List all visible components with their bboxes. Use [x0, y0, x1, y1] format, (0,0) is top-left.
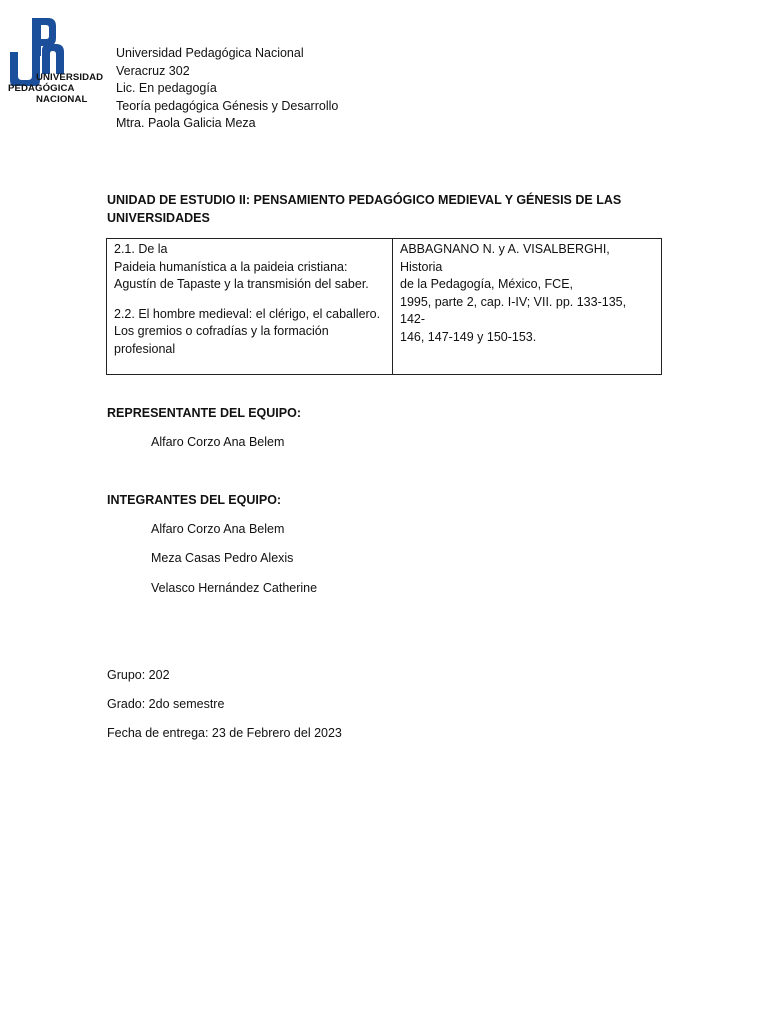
reference-line-2: de la Pedagogía, México, FCE,	[400, 277, 574, 291]
campus-name: Veracruz 302	[116, 63, 190, 78]
team-member-2: Meza Casas Pedro Alexis	[151, 551, 294, 565]
topic-1-line-3: Agustín de Tapaste y la transmisión del saber.	[114, 277, 369, 291]
reference-line-4: 146, 147-149 y 150-153.	[400, 329, 537, 344]
topic-2-line-2: Los gremios o cofradías y la formación	[114, 324, 329, 338]
topic-spacer	[114, 294, 385, 306]
table-row	[107, 239, 662, 375]
grade-info: Grado: 2do semestre	[107, 697, 225, 711]
delivery-date: Fecha de entrega: 23 de Febrero del 2023	[107, 726, 342, 740]
syllabus-table	[106, 238, 662, 375]
document-header	[116, 45, 338, 133]
topic-2-line-3: profesional	[114, 341, 176, 356]
representative-label: REPRESENTANTE DEL EQUIPO:	[107, 406, 302, 420]
reference-cell	[393, 239, 662, 375]
team-member-3: Velasco Hernández Catherine	[151, 581, 318, 595]
topics-cell	[107, 239, 393, 375]
university-name: Universidad Pedagógica Nacional	[116, 46, 304, 60]
logo-text-nacional: NACIONAL	[36, 94, 88, 105]
course-name: Teoría pedagógica Génesis y Desarrollo	[116, 98, 339, 113]
topic-1-line-1: 2.1. De la	[114, 242, 168, 256]
topic-1-line-2: Paideia humanística a la paideia cristiana:	[114, 259, 348, 274]
logo-text-universidad: UNIVERSIDAD	[36, 72, 104, 83]
teacher-name: Mtra. Paola Galicia Meza	[116, 116, 256, 130]
reference-line-3: 1995, parte 2, cap. I-IV; VII. pp. 133-135, 142-	[400, 294, 627, 326]
logo-text-pedagogica: PEDAGÓGICA	[8, 83, 75, 94]
team-label: INTEGRANTES DEL EQUIPO:	[107, 493, 282, 507]
group-info: Grupo: 202	[107, 668, 170, 682]
representative-name: Alfaro Corzo Ana Belem	[151, 435, 285, 449]
reference-line-1: ABBAGNANO N. y A. VISALBERGHI, Historia	[400, 242, 610, 274]
topic-2-line-1: 2.2. El hombre medieval: el clérigo, el caballero.	[114, 306, 381, 321]
team-member-1: Alfaro Corzo Ana Belem	[151, 522, 285, 536]
program-name: Lic. En pedagogía	[116, 81, 217, 95]
upn-logo	[8, 16, 110, 108]
unit-title: UNIDAD DE ESTUDIO II: PENSAMIENTO PEDAGÓGICO MEDIEVAL Y GÉNESIS DE LAS UNIVERSIDADES	[107, 193, 622, 225]
